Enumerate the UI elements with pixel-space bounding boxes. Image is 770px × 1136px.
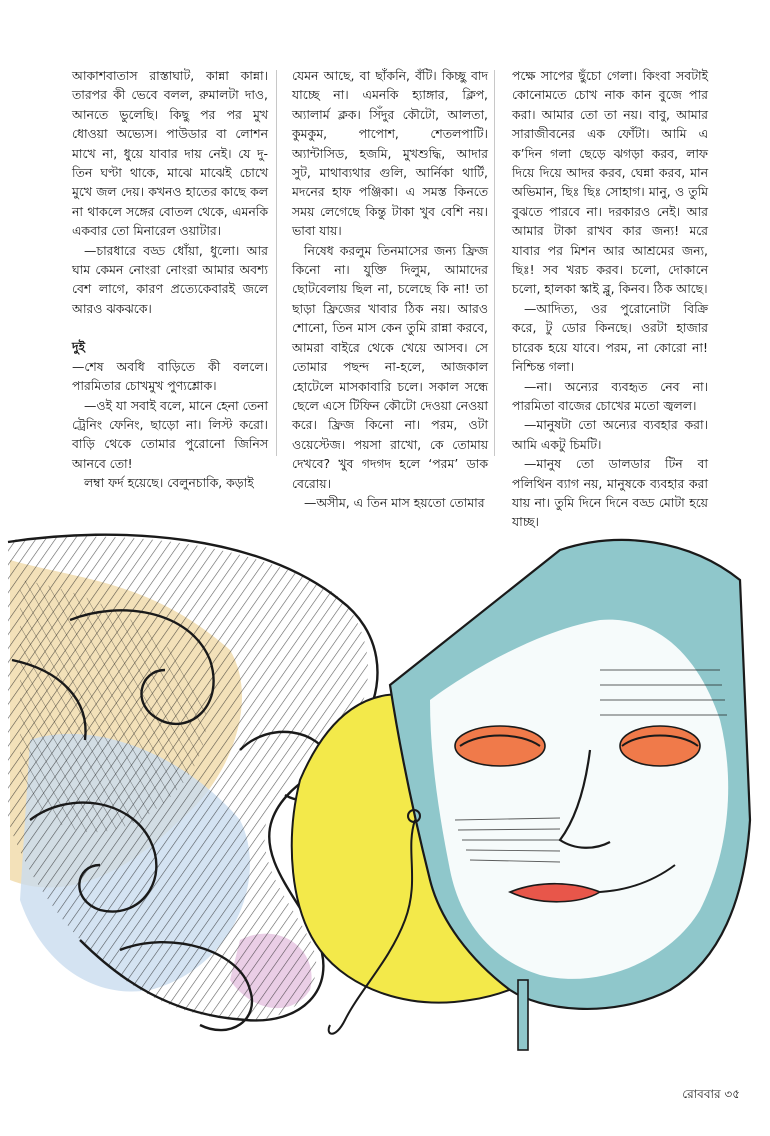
right-eye	[620, 726, 700, 766]
text-column-1	[72, 66, 268, 491]
paragraph: পক্ষে সাপের ছুঁচো গেলা। কিংবা সবটাই কোনোমতে চোখ নাক কান বুজে পার করা। আমার তো তা নয়। বাবু, আমার সারাজীবনের এক ফোঁটা। আমি এ ক’দিন গলা ছেড়ে ঝগড়া করব, লাফ দিয়ে দিয়ে আদর করব, ঘেন্না করব, মান অভিমান, ছিঃ ছিঃ সোহাগ। মানু, ও তুমি বুঝতে পারবে না। দরকারও নেই। আর আমার টাকা রাখব কার জন্য! মরে যাবার পর মিশন আর আশ্রমের জন্য, ছিঃ! সব খরচ করব। চলো, দোকানে চলো, হালকা স্কাই ব্লু, কিনব। ঠিক আছে।	[512, 68, 708, 297]
text-column-2	[292, 66, 488, 510]
paragraph: —শেষ অবধি বাড়িতে কী বললে। পারমিতার চোখমুখ পুণ্যশ্লোক।	[72, 358, 268, 394]
paragraph: নিষেধ করলুম তিনমাসের জন্য ফ্রিজ কিনো না। যুক্তি দিলুম, আমাদের ছোটবেলায় ছিল না, চলেছে কি না! তা ছাড়া ফ্রিজের খাবার ঠিক নয়। আরও শোনো, তিন মাস কেন তুমি রান্না করবে, আমরা বাইরে থেকে খেয়ে আসব। সে তোমার পছন্দ না-হলে, আজকাল হোটেলে মাসকাবারি চলে। সকাল সন্ধে ছেলে এসে টিফিন কৌটো দেওয়া নেওয়া করে। ফ্রিজ কিনো না। পরম, ওটা ওয়েস্টেজ। পয়সা রাখো, কে তোমায় দেখবে? খুব গদগদ হলে ‘পরম’ ডাক বেরোয়।	[292, 242, 488, 491]
paragraph: —ওই যা সবাই বলে, মানে হেনা তেনা ট্রেনিং ফেনিং, ছাড়ো না। লিস্ট করো। বাড়ি থেকে তোমার পুরোনো জিনিস আনবে তো!	[72, 397, 268, 471]
left-eye	[455, 726, 545, 766]
mask-stick	[518, 980, 528, 1050]
paragraph: —মানুষটা তো অন্যের ব্যবহার করা। আমি একটু চিমটি।	[512, 417, 708, 452]
section-gap	[72, 318, 268, 337]
paragraph: যেমন আছে, বা ছাঁকনি, বঁটি। কিচ্ছু বাদ যাচ্ছে না। এমনকি হ্যাঙ্গার, ক্লিপ, অ্যালার্ম ক্লক। সিঁদুর কৌটো, আলতা, কুমকুম, পাপোশ, শেতলপাটি। অ্যান্টাসিড, হজমি, মুখশুদ্ধি, আদার সুট, মাথাব্যথার গুলি, আর্নিকা থার্টি, মদনের হাফ পঞ্জিকা। এ সমস্ত কিনতে সময় লেগেছে কিন্তু টাকা খুব বেশি নয়। ভাবা যায়।	[292, 68, 488, 239]
section-heading: দুই	[72, 339, 85, 355]
paragraph: —আদিত্য, ওর পুরোনোটা বিক্রি করে, টু ডোর কিনছে। ওরটা হাজার চারেক হয়ে যাবে। পরম, না কোরো না! নিশ্চিন্ত গলা।	[512, 300, 708, 375]
article-text	[72, 66, 708, 530]
page-folio: রোববার ৩৫	[682, 1087, 740, 1101]
text-column-3	[512, 66, 708, 530]
paragraph: —মানুষ তো ডালডার টিন বা পলিথিন ব্যাগ নয়, মানুষকে ব্যবহার করা যায় না। তুমি দিনে দিনে বড্ড মোটা হয়ে যাচ্ছ।	[512, 456, 708, 530]
paragraph: —না। অন্যের ব্যবহৃত নেব না। পারমিতা বাজের চোখের মতো জ্বলল।	[512, 378, 708, 413]
paragraph: লম্বা ফর্দ হয়েছে। বেলুনচাকি, কড়াই	[84, 475, 254, 491]
paragraph: —অসীম, এ তিন মাস হয়তো তোমার	[304, 494, 485, 510]
paragraph: আকাশবাতাস রাস্তাঘাট, কান্না কান্না। তারপর কী ভেবে বলল, রুমালটা দাও, আনতে ভুলেছি। কিছু পর পর মুখ ধোওয়া অভ্যেস। পাউডার বা লোশন মাখে না, ধুয়ে যাবার দায় নেই। যে দু-তিন ঘণ্টা থাকে, মাঝে মাঝেই চোখে মুখে জল দেয়। কখনও হাতের কাছে কল না থাকলে সঙ্গের বোতল থেকে, এমনকি একবার তো মিনারেল ওয়াটার।	[72, 68, 268, 239]
mask-illustration	[0, 520, 770, 1060]
paragraph: —চারধারে বড্ড ধোঁয়া, ধুলো। আর ঘাম কেমন নোংরা নোংরা আমার অবশ্য বেশ লাগে, কারণ প্রত্যেকেবারই জলে আরও ঝকঝকে।	[72, 242, 268, 316]
column-divider	[276, 70, 277, 456]
column-divider	[494, 70, 495, 456]
